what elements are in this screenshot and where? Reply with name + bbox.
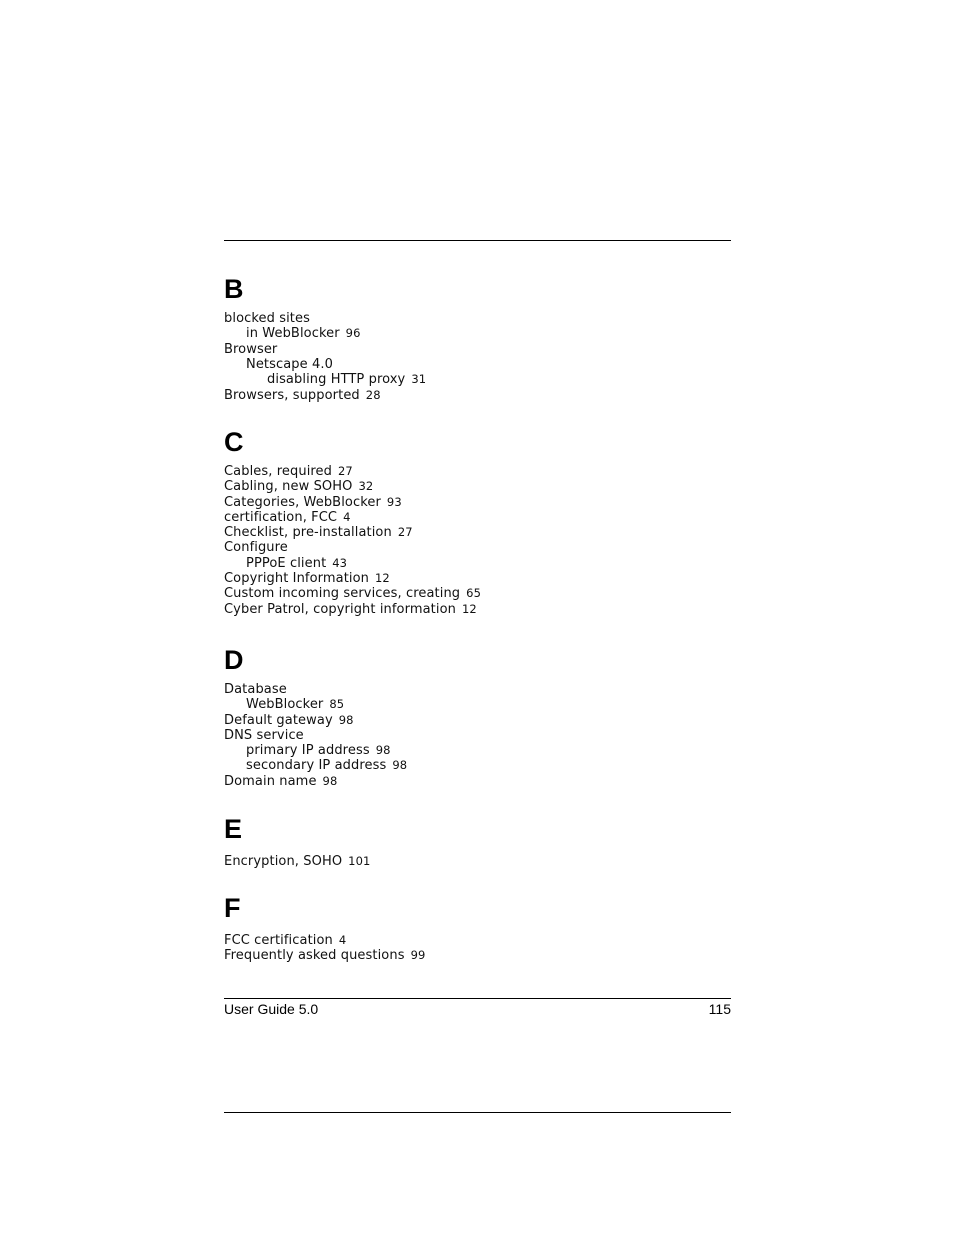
page-ref[interactable]: 99 xyxy=(410,948,426,963)
index-entry: Encryption, SOHO 101 xyxy=(224,854,371,869)
top-rule xyxy=(224,240,731,241)
index-entry: Frequently asked questions 99 xyxy=(224,948,426,964)
index-section-e xyxy=(224,815,731,869)
index-section-b xyxy=(224,275,731,404)
entry-list xyxy=(224,854,731,869)
page-ref[interactable]: 12 xyxy=(461,601,477,616)
section-letter: C xyxy=(224,427,244,457)
footer-rule xyxy=(224,998,731,999)
index-section-f xyxy=(224,894,731,964)
index-entry: in WebBlocker 96 xyxy=(246,326,361,342)
index-entry: Cyber Patrol, copyright information 12 xyxy=(224,601,477,617)
page-number: 115 xyxy=(708,1001,731,1017)
page-ref[interactable]: 4 xyxy=(343,509,351,524)
index-entry: Default gateway 98 xyxy=(224,712,354,728)
page-footer xyxy=(224,1001,731,1017)
entry-list xyxy=(224,933,731,964)
index-entry: Cables, required 27 xyxy=(224,464,353,479)
page-ref[interactable]: 43 xyxy=(332,555,348,570)
page-ref[interactable]: 85 xyxy=(329,697,345,712)
page-ref[interactable]: 4 xyxy=(338,933,347,947)
page-ref[interactable]: 98 xyxy=(322,773,338,788)
page-ref[interactable]: 27 xyxy=(338,464,353,478)
index-entry: primary IP address 98 xyxy=(246,743,391,759)
page-ref[interactable]: 32 xyxy=(358,479,374,494)
page-ref[interactable]: 96 xyxy=(345,326,361,341)
index-entry: PPPoE client 43 xyxy=(246,555,348,571)
index-entry: Domain name 98 xyxy=(224,773,338,789)
index-entry: Netscape 4.0 xyxy=(246,356,333,372)
page-ref[interactable]: 65 xyxy=(466,586,482,601)
index-entry: DNS service xyxy=(224,727,304,743)
entry-list xyxy=(224,682,731,789)
index-section-d xyxy=(224,646,731,789)
entry-list xyxy=(224,311,731,404)
section-letter: D xyxy=(224,645,244,675)
index-entry: Browsers, supported 28 xyxy=(224,388,381,404)
index-entry: FCC certification 4 xyxy=(224,933,347,948)
document-title: User Guide 5.0 xyxy=(224,1001,319,1017)
index-entry: Categories, WebBlocker 93 xyxy=(224,494,402,510)
page-ref[interactable]: 31 xyxy=(411,372,427,387)
page-ref[interactable]: 98 xyxy=(338,712,354,727)
index-section-c xyxy=(224,428,731,617)
section-letter: E xyxy=(224,814,243,844)
entry-list xyxy=(224,464,731,617)
index-entry: Copyright Information 12 xyxy=(224,571,390,587)
index-entry: Checklist, pre-installation 27 xyxy=(224,525,413,541)
page-ref[interactable]: 98 xyxy=(375,743,391,758)
bottom-rule xyxy=(224,1112,731,1113)
page-ref[interactable]: 101 xyxy=(348,854,371,868)
page-ref[interactable]: 28 xyxy=(365,388,381,403)
index-entry: disabling HTTP proxy 31 xyxy=(267,372,427,388)
index-entry: Browser xyxy=(224,341,278,357)
index-entry: Custom incoming services, creating 65 xyxy=(224,586,482,602)
page-ref[interactable]: 98 xyxy=(392,758,408,773)
page-ref[interactable]: 93 xyxy=(386,494,402,509)
page-ref[interactable]: 27 xyxy=(397,525,413,540)
page-ref[interactable]: 12 xyxy=(375,571,390,586)
index-entry: Configure xyxy=(224,540,288,556)
section-letter: F xyxy=(224,893,241,923)
index-entry: Cabling, new SOHO 32 xyxy=(224,479,374,495)
section-letter: B xyxy=(224,274,244,304)
index-entry: certification, FCC 4 xyxy=(224,509,351,525)
index-entry: Database xyxy=(224,682,287,697)
index-entry: secondary IP address 98 xyxy=(246,758,408,774)
index-entry: WebBlocker 85 xyxy=(246,697,345,713)
index-entry: blocked sites xyxy=(224,311,310,326)
